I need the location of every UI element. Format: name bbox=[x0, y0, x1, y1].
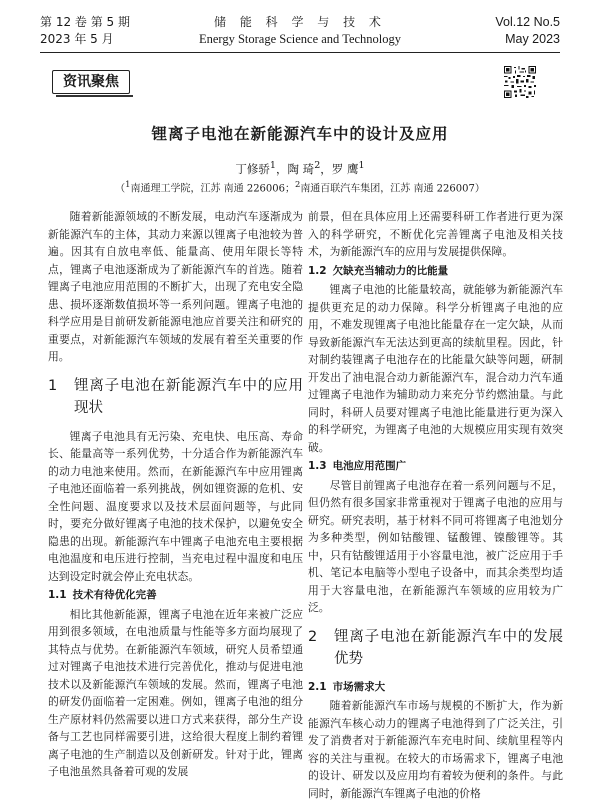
affil-mark: 2 bbox=[295, 179, 301, 189]
subsection-title: 欠缺充当辅动力的比能量 bbox=[332, 264, 449, 277]
qr-code-icon bbox=[504, 66, 536, 98]
body-paragraph: 随着新能源汽车市场与规模的不断扩大，作为新能源汽车核心动力的锂离子电池得到了广泛关注，引发了消费者对于新能源汽车充电时间、续航里程等内容的关注与重视。在较大的市场需求下，锂离子电池的设计、研发以及应用均有着较为便利的条件。与此同时，新能源汽车锂离子电池的价格 bbox=[308, 699, 563, 800]
section-title: 锂离子电池在新能源汽车中的应用现状 bbox=[74, 377, 303, 416]
subsection-number: 1.3 bbox=[308, 460, 327, 472]
subsection-title: 市场需求大 bbox=[332, 680, 386, 693]
subsection-title: 技术有待优化完善 bbox=[72, 589, 157, 601]
journal-name-cn: 储 能 科 学 与 技 术 bbox=[214, 15, 386, 29]
author-affil-mark: 2 bbox=[314, 160, 321, 171]
affil-open-paren: （ bbox=[115, 183, 126, 195]
section-heading bbox=[308, 626, 563, 670]
section-heading bbox=[48, 375, 303, 419]
body-paragraph: 尽管目前锂离子电池存在着一系列问题与不足，但仍然有很多国家非常重视对于锂离子电池的应用与研究。研究表明，基于材料不同可将锂离子电池划分为多种类型，例如钴酸锂、锰酸锂、镍酸锂等。其中，只有钴酸锂适用于小容量电池，被广泛应用于手机、笔记本电脑等小型电子设备中，而其余类型均适用于大容量电池，在新能源汽车领域的应用较为广泛。 bbox=[308, 478, 563, 614]
author-line bbox=[0, 160, 600, 177]
subsection-title: 电池应用范围广 bbox=[332, 460, 407, 472]
right-column bbox=[308, 208, 563, 802]
subsection-heading bbox=[308, 679, 563, 697]
section-title: 锂离子电池在新能源汽车中的发展优势 bbox=[334, 628, 563, 667]
header-center bbox=[40, 14, 560, 48]
volume-cn: 第 12 卷 第 5 期 bbox=[40, 15, 130, 29]
author-separator: ， bbox=[320, 161, 332, 176]
section-number: 2 bbox=[308, 628, 318, 645]
author-name: 罗 鹰 bbox=[331, 161, 359, 176]
article-title: 锂离子电池在新能源汽车中的设计及应用 bbox=[151, 125, 449, 143]
left-column bbox=[48, 208, 303, 781]
author-affil-mark: 1 bbox=[269, 160, 277, 171]
author-affil-mark: 1 bbox=[358, 160, 365, 171]
subsection-number: 1.1 bbox=[48, 589, 67, 601]
volume-en: Vol.12 No.5 bbox=[495, 15, 560, 29]
subsection-number: 2.1 bbox=[308, 680, 327, 693]
date-en: May 2023 bbox=[505, 32, 560, 46]
subsection-heading bbox=[308, 458, 563, 476]
header-right bbox=[495, 14, 560, 48]
column-label: 资讯聚焦 bbox=[52, 70, 130, 94]
body-paragraph: 锂离子电池具有无污染、充电快、电压高、寿命长、能量高等一系列优势，十分适合作为新能源汽车的动力电池来使用。然而，在新能源汽车中应用锂离子电池还面临着一系列挑战，例如锂资源的危机、安全性问题、温度要求以及技术层面问题等，与此同时，要充分做好锂离子电池的技术保护，以避免安全隐患的出现。新能源汽车中锂离子电池充电主要根据电池温度和电压进行控制，当充电过程中温度和电压达到设定时就会停止充电状态。 bbox=[48, 429, 303, 583]
subsection-heading bbox=[308, 263, 563, 281]
intro-paragraph: 随着新能源领域的不断发展，电动汽车逐渐成为新能源汽车的主体，其动力来源以锂离子电池较为普遍。因其有自放电率低、能量高、使用年限长等特点，锂离子电池逐渐成为了新能源汽车的首选。随着锂离子电池应用范围的不断扩大，出现了充电安全隐患、损坏逐渐数值损坏等一系列问题。锂离子电池的科学应用是目前研发新能源电池应首要关注和研究的重要点，对新能源汽车领域的发展有着至关重要的作用。 bbox=[48, 210, 303, 363]
affil-mark: 1 bbox=[125, 179, 131, 189]
subsection-number: 1.2 bbox=[308, 264, 327, 277]
author-separator: ， bbox=[276, 161, 288, 176]
running-header bbox=[40, 10, 560, 52]
affiliation-1: 南通理工学院，江苏 南通 226006； bbox=[130, 183, 295, 195]
body-paragraph: 相比其他新能源，锂离子电池在近年来被广泛应用到很多领域，在电池质量与性能等多方面均展现了其特点与优势。在新能源汽车领域，研究人员希望通过对锂离子电池技术进行完善优化，推动与促进电池技术以及新能源汽车领域的发展。然而，锂离子电池的研发仍面临着一定困难。例如，锂离子电池的组分生产原材料仍然需要以进口方式来获得，部分生产设备与工艺也同样需要引进，这给很大程度上制约着锂离子电池的生产制造以及创新研发。针对于此，锂离子电池虽然具备着可观的发展 bbox=[48, 607, 303, 778]
affil-close-paren: ） bbox=[474, 183, 485, 195]
affiliation-2: 南通百联汽车集团，江苏 南通 226007 bbox=[300, 183, 475, 195]
body-paragraph: 锂离子电池的比能量较高，就能够为新能源汽车提供更充足的动力保障。科学分析锂离子电池的应用，不难发现锂离子电池比能量存在一定欠缺，从而导致新能源汽车无法达到更高的续航里程。因此，针对制约装锂离子电池存在的比能量欠缺等问题，研制开发出了油电混合动力新能源汽车，混合动力汽车通过锂离子电池作为辅助动力来充分节约燃油量。与此同时，科研人员要对锂离子电池比能量进行更为深入的科学研究，为锂离子电池的大规模应用实现有效突破。 bbox=[308, 283, 563, 454]
affiliation-line bbox=[0, 179, 600, 194]
body-paragraph-continued: 前景，但在具体应用上还需要科研工作者进行更为深入的科学研究，不断优化完善锂离子电池及相关技术，为新能源汽车的应用与发展提供保障。 bbox=[308, 210, 563, 258]
date-cn: 2023 年 5 月 bbox=[40, 32, 114, 46]
journal-name-en: Energy Storage Science and Technology bbox=[198, 32, 402, 46]
section-number: 1 bbox=[48, 377, 58, 394]
header-rule bbox=[40, 52, 560, 53]
author-name: 陶 琦 bbox=[287, 161, 315, 176]
subsection-heading bbox=[48, 587, 303, 605]
author-name: 丁修骄 bbox=[235, 161, 270, 176]
